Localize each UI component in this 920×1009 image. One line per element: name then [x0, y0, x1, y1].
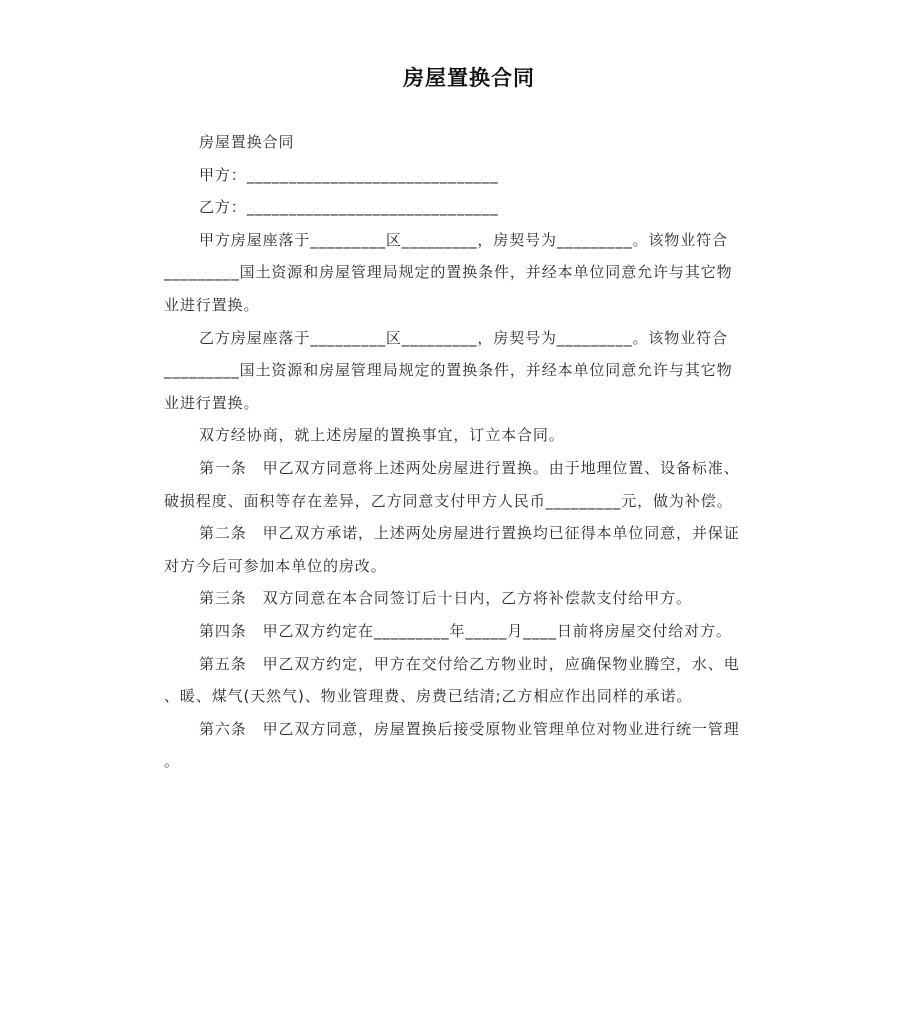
- party-a-property-line-3: 业进行置换。: [164, 295, 260, 314]
- article-3-line: 第三条 双方同意在本合同签订后十日内，乙方将补偿款支付给甲方。: [199, 589, 692, 608]
- party-a-property-line-2: _________国土资源和房屋管理局规定的置换条件，并经本单位同意允许与其它物: [164, 263, 733, 282]
- article-1-line-2: 破损程度、面积等存在差异，乙方同意支付甲方人民币_________元，做为补偿。: [164, 491, 733, 510]
- party-a-property-line-1: 甲方房屋座落于_________区_________，房契号为_________。该物业符合: [199, 230, 728, 249]
- article-5-line-1: 第五条 甲乙双方约定，甲方在交付给乙方物业时，应确保物业腾空，水、电: [199, 654, 740, 673]
- article-2-line-1: 第二条 甲乙双方承诺，上述两处房屋进行置换均已征得本单位同意，并保证: [199, 524, 740, 543]
- party-b-property-line-3: 业进行置换。: [164, 393, 260, 412]
- party-b-property-line-2: _________国土资源和房屋管理局规定的置换条件，并经本单位同意允许与其它物: [164, 361, 733, 380]
- contract-body: [164, 126, 760, 778]
- article-4-line: 第四条 甲乙双方约定在_________年_____月____日前将房屋交付给对方。: [199, 621, 732, 640]
- article-5-line-2: 、暖、煤气(天然气)、物业管理费、房费已结清;乙方相应作出同样的承诺。: [164, 687, 693, 706]
- preamble-line: 双方经协商，就上述房屋的置换事宜，订立本合同。: [199, 426, 565, 445]
- article-1-line-1: 第一条 甲乙双方同意将上述两处房屋进行置换。由于地理位置、设备标准、: [199, 458, 740, 477]
- article-2-line-2: 对方今后可参加本单位的房改。: [164, 556, 387, 575]
- article-6-line-1: 第六条 甲乙双方同意，房屋置换后接受原物业管理单位对物业进行统一管理: [199, 719, 740, 738]
- article-6-line-2: 。: [164, 752, 180, 771]
- document-title: 房屋置换合同: [403, 66, 535, 90]
- party-b-line: 乙方：______________________________: [199, 198, 499, 217]
- party-a-line: 甲方：______________________________: [199, 165, 499, 184]
- contract-heading: 房屋置换合同: [199, 133, 295, 151]
- party-b-property-line-1: 乙方房屋座落于_________区_________，房契号为_________。该物业符合: [199, 328, 728, 347]
